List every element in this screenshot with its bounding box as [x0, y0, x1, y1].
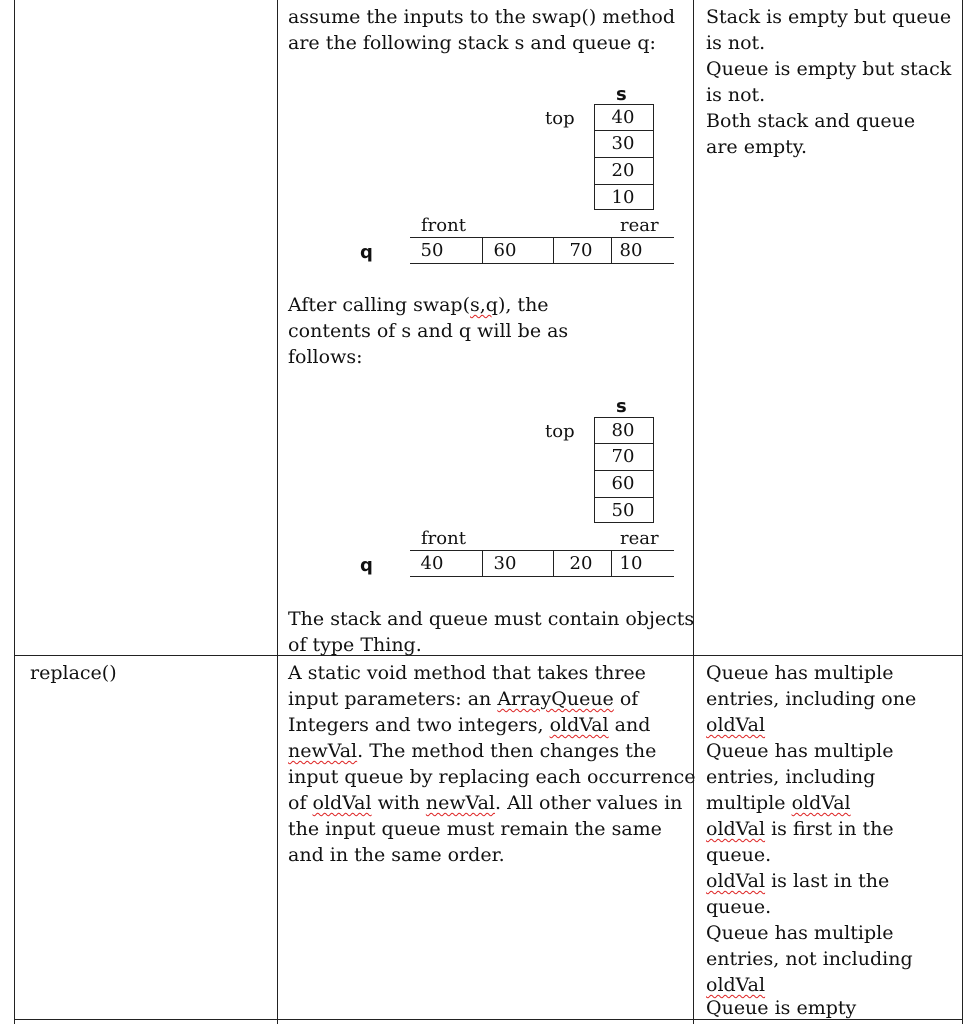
- table-row-divider: [14, 655, 963, 656]
- stack-cell: 10: [611, 187, 635, 208]
- test-case: oldVal: [706, 714, 766, 736]
- stack-cell: 30: [611, 133, 635, 154]
- queue-top-line: [410, 550, 674, 551]
- queue-cell: 60: [493, 240, 517, 261]
- queue-cell: 80: [619, 240, 643, 261]
- table-border-col2: [693, 0, 694, 1024]
- queue-cell: 40: [420, 553, 444, 574]
- test-case: oldVal is first in the: [706, 818, 894, 840]
- note-line1: The stack and queue must contain objects: [288, 608, 695, 630]
- queue-bottom-line: [410, 263, 674, 264]
- test-case: Queue has multiple: [706, 662, 894, 684]
- front-label-after: front: [421, 528, 466, 549]
- stack-divider: [594, 497, 654, 498]
- test-case: multiple oldVal: [706, 792, 851, 814]
- stack-divider: [594, 130, 654, 131]
- stack-divider: [594, 443, 654, 444]
- queue-cell: 50: [420, 240, 444, 261]
- replace-desc-line: Integers and two integers, oldVal and: [288, 714, 651, 736]
- swap-intro-line2: are the following stack s and queue q:: [288, 32, 656, 54]
- stack-cell: 40: [611, 107, 635, 128]
- queue-cell: 10: [619, 553, 643, 574]
- test-case: Queue has multiple: [706, 740, 894, 762]
- replace-desc-line: the input queue must remain the same: [288, 818, 662, 840]
- stack-divider: [594, 470, 654, 471]
- method-name-replace: replace(): [30, 662, 117, 684]
- test-case: is not.: [706, 32, 766, 54]
- stack-divider: [594, 184, 654, 185]
- test-case: entries, not including: [706, 948, 913, 970]
- queue-divider: [553, 550, 554, 577]
- test-case: is not.: [706, 84, 766, 106]
- after-line2: contents of s and q will be as: [288, 320, 569, 342]
- table-border-right: [962, 0, 963, 1024]
- top-label-before: top: [545, 108, 575, 129]
- queue-top-line: [410, 237, 674, 238]
- note-line2: of type Thing.: [288, 634, 422, 656]
- table-border-col1: [277, 0, 278, 1024]
- test-case: queue.: [706, 896, 772, 918]
- test-case: Queue has multiple: [706, 922, 894, 944]
- stack-cell: 50: [611, 500, 635, 521]
- top-label-after: top: [545, 421, 575, 442]
- queue-label-before: q: [360, 242, 373, 263]
- swap-intro-line1: assume the inputs to the swap() method: [288, 6, 676, 28]
- stack-cell: 60: [611, 473, 635, 494]
- test-case: queue.: [706, 844, 772, 866]
- queue-label-after: q: [360, 555, 373, 576]
- queue-divider: [482, 550, 483, 577]
- queue-bottom-line: [410, 576, 674, 577]
- test-case: Queue is empty but stack: [706, 58, 952, 80]
- table-border-left: [14, 0, 15, 1024]
- rear-label-before: rear: [620, 215, 659, 236]
- replace-desc-line: input queue by replacing each occurrence: [288, 766, 696, 788]
- stack-cell: 80: [611, 420, 635, 441]
- test-case: Stack is empty but queue: [706, 6, 952, 28]
- replace-desc-line: and in the same order.: [288, 844, 505, 866]
- after-line3: follows:: [288, 346, 363, 368]
- front-label-before: front: [421, 215, 466, 236]
- test-case: Both stack and queue: [706, 110, 916, 132]
- queue-cell: 70: [569, 240, 593, 261]
- stack-divider: [594, 157, 654, 158]
- queue-cell: 30: [493, 553, 517, 574]
- test-case: are empty.: [706, 136, 808, 158]
- replace-desc-line: newVal. The method then changes the: [288, 740, 657, 762]
- test-case: Queue is empty: [706, 997, 857, 1019]
- stack-cell: 20: [611, 160, 635, 181]
- replace-desc-line: of oldVal with newVal. All other values in: [288, 792, 683, 814]
- stack-cell: 70: [611, 446, 635, 467]
- queue-divider: [553, 237, 554, 264]
- after-line1: After calling swap(s,q), the: [288, 294, 549, 316]
- replace-desc-line: input parameters: an ArrayQueue of: [288, 688, 639, 710]
- queue-cell: 20: [569, 553, 593, 574]
- stack-label-before: s: [616, 84, 627, 105]
- test-case: oldVal: [706, 974, 766, 996]
- test-case: entries, including: [706, 766, 876, 788]
- rear-label-after: rear: [620, 528, 659, 549]
- stack-label-after: s: [616, 396, 627, 417]
- replace-desc-line: A static void method that takes three: [288, 662, 646, 684]
- test-case: entries, including one: [706, 688, 917, 710]
- queue-divider: [482, 237, 483, 264]
- test-case: oldVal is last in the: [706, 870, 890, 892]
